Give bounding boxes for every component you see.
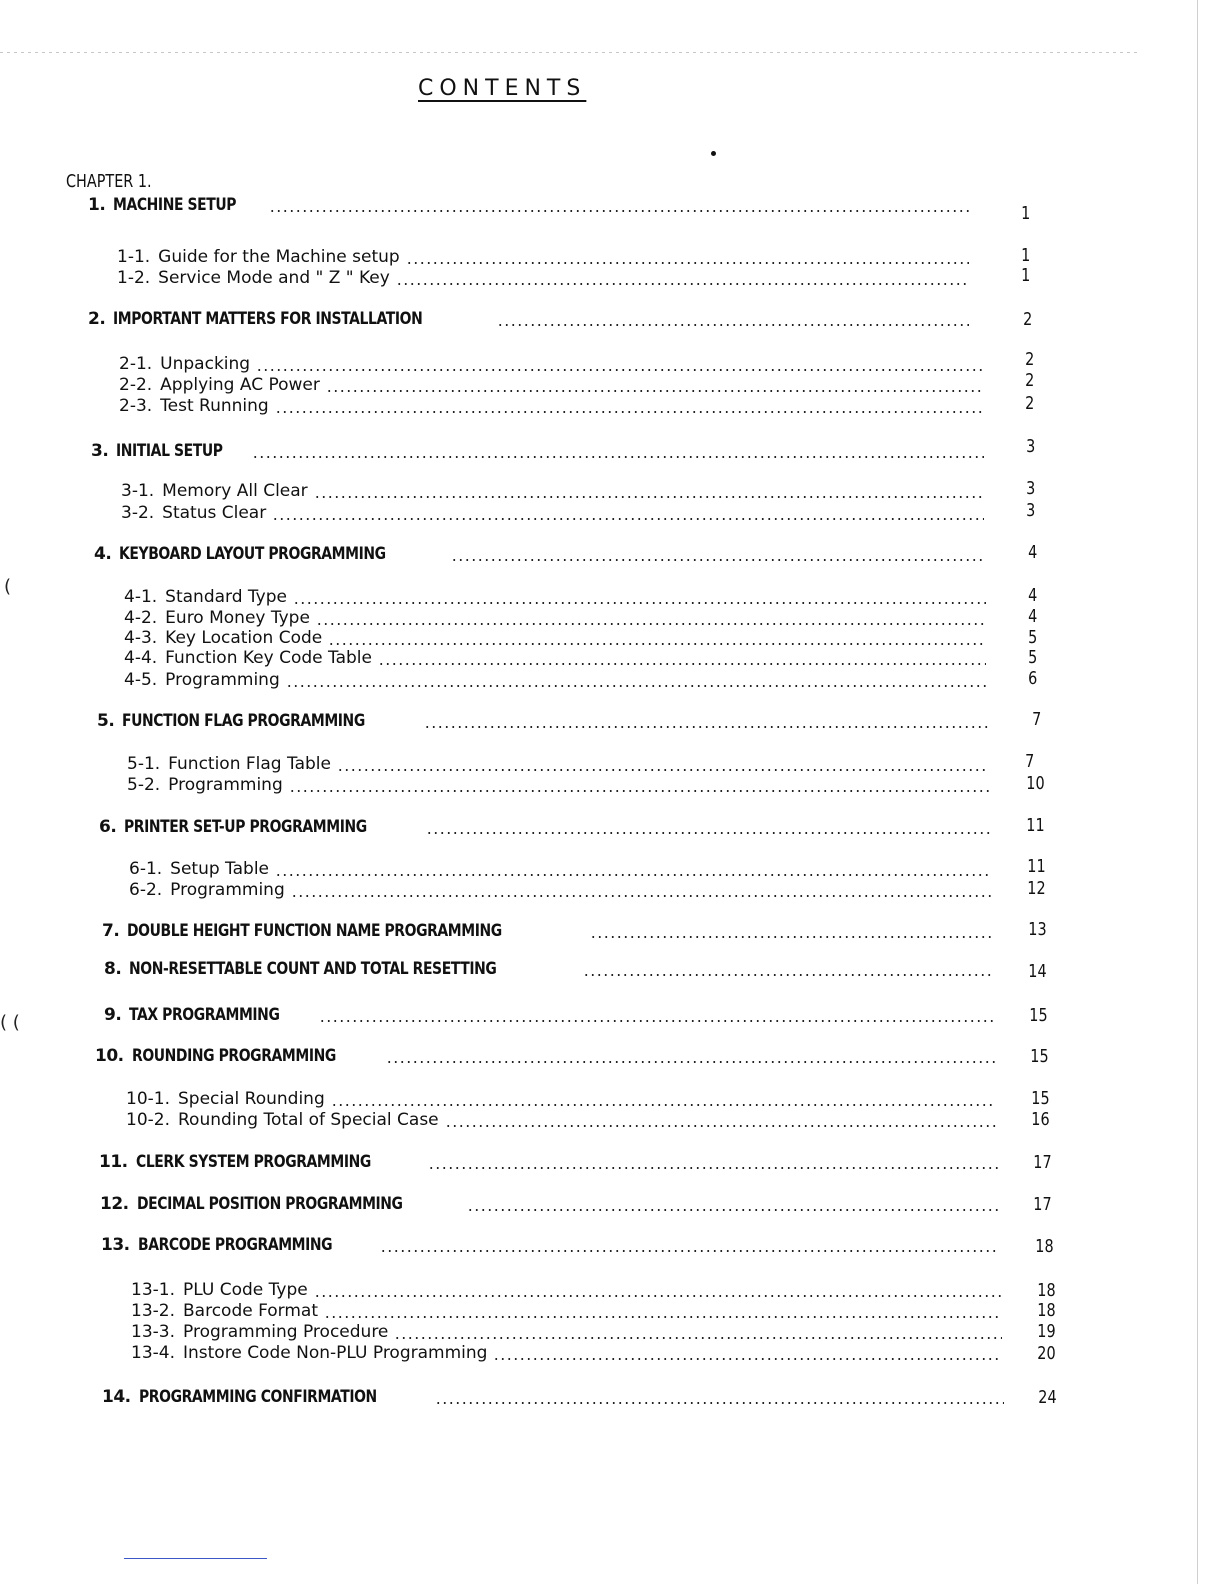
dot-leader (337, 769, 989, 771)
toc-entry-label: Programming (168, 775, 283, 795)
toc-page-number: 15 (1031, 1088, 1050, 1109)
toc-entry-label: PRINTER SET-UP PROGRAMMING (124, 817, 368, 837)
toc-entry-label: MACHINE SETUP (113, 195, 237, 215)
toc-page-number: 11 (1026, 815, 1045, 836)
toc-page-number: 10 (1026, 773, 1045, 794)
dot-leader (583, 974, 994, 976)
toc-entry-label: DECIMAL POSITION PROGRAMMING (136, 1194, 403, 1214)
toc-page-number: 20 (1037, 1343, 1056, 1364)
toc-subsection-entry (124, 670, 992, 692)
dot-leader (497, 324, 969, 326)
toc-entry-label: KEYBOARD LAYOUT PROGRAMMING (119, 544, 386, 564)
toc-entry-label: Status Clear (162, 503, 267, 523)
toc-entry-number: 2-3. (119, 396, 153, 416)
toc-page-number: 4 (1028, 606, 1038, 627)
toc-entry-number: 4-3. (124, 628, 158, 648)
dot-leader (316, 623, 986, 625)
toc-page-number: 4 (1028, 542, 1038, 563)
toc-entry-label: Function Flag Table (168, 754, 331, 774)
toc-entry-label: Programming (170, 880, 285, 900)
toc-page-number: 17 (1033, 1152, 1052, 1173)
toc-entry-label: PROGRAMMING CONFIRMATION (138, 1387, 377, 1407)
dot-leader (445, 1125, 996, 1127)
toc-subsection-entry (117, 247, 975, 269)
toc-page-number: 2 (1023, 309, 1033, 330)
dot-leader (493, 1358, 1002, 1360)
toc-entry-number: 1. (88, 195, 106, 215)
toc-entry-number: 4. (94, 544, 112, 564)
dot-leader (394, 1337, 1002, 1339)
toc-entry-number: 10. (95, 1046, 124, 1066)
toc-subsection-entry (124, 608, 992, 630)
dot-leader (590, 936, 994, 938)
toc-entry-label: Euro Money Type (165, 608, 310, 628)
toc-section-entry (102, 921, 1000, 943)
toc-entry-number: 5. (97, 711, 115, 731)
toc-entry-number: 8. (104, 959, 122, 979)
toc-entry-label: IMPORTANT MATTERS FOR INSTALLATION (113, 309, 423, 329)
scan-edge-line (1197, 0, 1198, 1584)
toc-entry-number: 1-2. (117, 268, 151, 288)
toc-entry-label: Standard Type (165, 587, 287, 607)
toc-entry-label: Programming (165, 670, 280, 690)
toc-page-number: 16 (1031, 1109, 1050, 1130)
toc-entry-label: BARCODE PROGRAMMING (137, 1235, 332, 1255)
toc-page-number: 14 (1028, 961, 1047, 982)
toc-section-entry (104, 1005, 1000, 1027)
page-title: CONTENTS (418, 76, 587, 101)
toc-subsection-entry (121, 503, 990, 525)
toc-section-entry (101, 1235, 1005, 1257)
toc-entry-label: INITIAL SETUP (116, 441, 223, 461)
toc-section-entry (102, 1387, 1010, 1409)
toc-entry-label: Guide for the Machine setup (158, 247, 400, 267)
toc-page-number: 15 (1030, 1046, 1049, 1067)
toc-subsection-entry (124, 628, 992, 650)
dot-leader (252, 456, 984, 458)
toc-entry-number: 6-1. (129, 859, 163, 879)
dot-leader (467, 1209, 999, 1211)
toc-entry-number: 10-1. (126, 1089, 170, 1109)
dot-leader (289, 790, 989, 792)
toc-page-number: 18 (1037, 1300, 1056, 1321)
toc-entry-label: FUNCTION FLAG PROGRAMMING (122, 711, 366, 731)
toc-subsection-entry (131, 1343, 1008, 1365)
toc-page-number: 1 (1021, 203, 1031, 224)
dot-leader (275, 874, 992, 876)
dot-leader (275, 411, 984, 413)
toc-subsection-entry (131, 1280, 1008, 1302)
toc-entry-number: 13-2. (131, 1301, 175, 1321)
toc-subsection-entry (119, 354, 990, 376)
toc-section-entry (91, 441, 990, 463)
toc-entry-number: 6-2. (129, 880, 163, 900)
toc-page-number: 19 (1037, 1321, 1056, 1342)
toc-page-number: 3 (1026, 436, 1036, 457)
toc-entry-number: 13-4. (131, 1343, 175, 1363)
dot-leader (406, 262, 969, 264)
toc-entry-label: Key Location Code (165, 628, 323, 648)
toc-entry-label: Rounding Total of Special Case (178, 1110, 439, 1130)
toc-entry-number: 12. (100, 1194, 129, 1214)
toc-entry-label: Applying AC Power (160, 375, 320, 395)
toc-entry-number: 13. (101, 1235, 130, 1255)
dot-leader (426, 832, 992, 834)
toc-entry-label: Memory All Clear (162, 481, 308, 501)
toc-page-number: 17 (1033, 1194, 1052, 1215)
toc-subsection-entry (117, 268, 975, 290)
dot-leader (256, 369, 984, 371)
toc-entry-number: 10-2. (126, 1110, 170, 1130)
toc-subsection-entry (124, 587, 992, 609)
toc-entry-number: 2-1. (119, 354, 153, 374)
toc-subsection-entry (124, 648, 992, 670)
toc-entry-number: 1-1. (117, 247, 151, 267)
toc-subsection-entry (119, 396, 990, 418)
toc-section-entry (94, 544, 992, 566)
toc-page-number: 2 (1025, 393, 1035, 414)
toc-page-number: 7 (1032, 709, 1042, 730)
toc-entry-label: TAX PROGRAMMING (129, 1005, 280, 1025)
toc-section-entry (95, 1046, 1002, 1068)
dot-leader (326, 390, 984, 392)
toc-entry-number: 4-1. (124, 587, 158, 607)
toc-entry-number: 7. (102, 921, 120, 941)
toc-entry-label: Test Running (160, 396, 269, 416)
toc-section-entry (104, 959, 1000, 981)
toc-entry-number: 4-2. (124, 608, 158, 628)
toc-entry-label: Function Key Code Table (165, 648, 372, 668)
toc-entry-label: DOUBLE HEIGHT FUNCTION NAME PROGRAMMING (127, 921, 503, 941)
toc-subsection-entry (126, 1110, 1002, 1132)
toc-page-number: 15 (1029, 1005, 1048, 1026)
toc-entry-label: Barcode Format (183, 1301, 319, 1321)
toc-subsection-entry (126, 1089, 1002, 1111)
toc-subsection-entry (127, 754, 995, 776)
toc-page-number: 5 (1028, 647, 1038, 668)
toc-subsection-entry (129, 859, 998, 881)
toc-entry-number: 3. (91, 441, 109, 461)
toc-subsection-entry (121, 481, 990, 503)
toc-entry-number: 2. (88, 309, 106, 329)
dot-leader (378, 663, 986, 665)
toc-entry-label: NON-RESETTABLE COUNT AND TOTAL RESETTING (129, 959, 497, 979)
toc-entry-number: 5-2. (127, 775, 161, 795)
dot-leader (328, 643, 986, 645)
dot-leader (428, 1167, 999, 1169)
toc-page-number: 1 (1021, 265, 1031, 286)
stray-dot-mark (711, 151, 716, 156)
toc-entry-label: ROUNDING PROGRAMMING (131, 1046, 336, 1066)
toc-section-entry (97, 711, 995, 733)
dot-leader (314, 496, 984, 498)
footer-rule (124, 1558, 267, 1559)
toc-entry-label: PLU Code Type (183, 1280, 308, 1300)
toc-page-number: 12 (1027, 878, 1046, 899)
toc-entry-label: Special Rounding (178, 1089, 325, 1109)
dot-leader (451, 559, 986, 561)
toc-subsection-entry (131, 1322, 1008, 1344)
toc-page-number: 5 (1028, 627, 1038, 648)
scan-noise-line (0, 52, 1140, 54)
toc-entry-number: 3-2. (121, 503, 155, 523)
toc-entry-number: 3-1. (121, 481, 155, 501)
dot-leader (319, 1020, 994, 1022)
dot-leader (291, 895, 992, 897)
toc-entry-number: 14. (102, 1387, 131, 1407)
toc-entry-number: 4-4. (124, 648, 158, 668)
toc-subsection-entry (127, 775, 995, 797)
toc-page-number: 3 (1026, 500, 1036, 521)
toc-section-entry (99, 1152, 1005, 1174)
toc-entry-number: 2-2. (119, 375, 153, 395)
toc-section-entry (88, 195, 975, 217)
toc-entry-number: 11. (99, 1152, 128, 1172)
toc-page-number: 3 (1026, 478, 1036, 499)
toc-subsection-entry (131, 1301, 1008, 1323)
toc-section-entry (100, 1194, 1005, 1216)
dot-leader (380, 1250, 999, 1252)
toc-entry-label: Programming Procedure (183, 1322, 389, 1342)
toc-subsection-entry (119, 375, 990, 397)
toc-entry-number: 5-1. (127, 754, 161, 774)
toc-section-entry (99, 817, 998, 839)
toc-entry-number: 13-1. (131, 1280, 175, 1300)
dot-leader (293, 602, 986, 604)
toc-entry-label: Instore Code Non-PLU Programming (183, 1343, 488, 1363)
dot-leader (324, 1316, 1002, 1318)
toc-section-entry (88, 309, 975, 331)
toc-entry-number: 13-3. (131, 1322, 175, 1342)
toc-entry-label: CLERK SYSTEM PROGRAMMING (135, 1152, 371, 1172)
toc-entry-number: 4-5. (124, 670, 158, 690)
dot-leader (424, 726, 989, 728)
toc-page-number: 7 (1025, 751, 1035, 772)
toc-entry-number: 6. (99, 817, 117, 837)
toc-page-number: 6 (1028, 668, 1038, 689)
toc-page-number: 18 (1037, 1280, 1056, 1301)
toc-entry-label: Unpacking (160, 354, 251, 374)
toc-entry-number: 9. (104, 1005, 122, 1025)
chapter-heading: CHAPTER 1. (66, 171, 152, 192)
toc-page-number: 18 (1035, 1236, 1054, 1257)
dot-leader (286, 685, 986, 687)
dot-leader (435, 1402, 1004, 1404)
dot-leader (396, 283, 969, 285)
dot-leader (272, 518, 984, 520)
toc-page-number: 1 (1021, 245, 1031, 266)
toc-page-number: 13 (1028, 919, 1047, 940)
dot-leader (386, 1061, 996, 1063)
margin-mark: ( (4, 576, 12, 597)
toc-entry-label: Service Mode and " Z " Key (158, 268, 390, 288)
toc-page-number: 11 (1027, 856, 1046, 877)
toc-entry-label: Setup Table (170, 859, 270, 879)
toc-page-number: 4 (1028, 585, 1038, 606)
dot-leader (314, 1295, 1002, 1297)
dot-leader (269, 210, 969, 212)
margin-mark: ( ( (0, 1012, 20, 1033)
toc-page-number: 2 (1025, 370, 1035, 391)
toc-page-number: 24 (1038, 1387, 1057, 1408)
dot-leader (331, 1104, 996, 1106)
toc-page-number: 2 (1025, 349, 1035, 370)
toc-subsection-entry (129, 880, 998, 902)
